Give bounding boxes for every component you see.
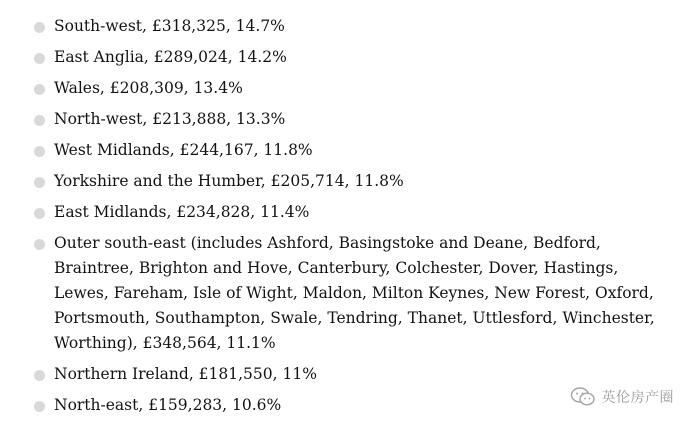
list-item: [34, 231, 674, 356]
bullet-icon: [34, 401, 45, 412]
list-item: [34, 138, 674, 163]
list-item: [34, 14, 674, 39]
bullet-icon: [34, 146, 45, 157]
list-item-text: East Anglia, £289,024, 14.2%: [54, 48, 287, 66]
list-item: [34, 107, 674, 132]
list-item-text: Wales, £208,309, 13.4%: [54, 79, 243, 97]
bullet-icon: [34, 370, 45, 381]
list-item: [34, 45, 674, 70]
list-item-text: Yorkshire and the Humber, £205,714, 11.8%: [54, 172, 404, 190]
list-item-text: Northern Ireland, £181,550, 11%: [54, 365, 317, 383]
bullet-icon: [34, 53, 45, 64]
bullet-icon: [34, 177, 45, 188]
bullet-icon: [34, 22, 45, 33]
bullet-icon: [34, 115, 45, 126]
watermark: [570, 386, 675, 408]
list-item-text: Outer south-east (includes Ashford, Basingstoke and Deane, Bedford, Braintree, Brighton and Hove, Canterbury, Colchester, Dover, Hastings, Lewes, Fareham, Isle of Wight, Maldon, Milton Keynes, New Forest, Oxford, Portsmouth, Southampton, Swale, Tendring, Thanet, Uttlesford, Winchester, Worthing), £348,564, 11.1%: [54, 234, 655, 352]
list-item: [34, 200, 674, 225]
list-item: [34, 362, 674, 387]
list-item: [34, 169, 674, 194]
list-item: [34, 76, 674, 101]
list-item-text: North-east, £159,283, 10.6%: [54, 396, 282, 414]
bullet-icon: [34, 239, 45, 250]
list-item-text: North-west, £213,888, 13.3%: [54, 110, 286, 128]
list-item-text: East Midlands, £234,828, 11.4%: [54, 203, 310, 221]
watermark-text: 英伦房产圈: [601, 390, 674, 406]
region-price-list: [34, 14, 674, 424]
list-item-text: South-west, £318,325, 14.7%: [54, 17, 285, 35]
bullet-icon: [34, 208, 45, 219]
bullet-icon: [34, 84, 45, 95]
list-item-text: West Midlands, £244,167, 11.8%: [54, 141, 313, 159]
wechat-logo-icon: [570, 386, 596, 408]
